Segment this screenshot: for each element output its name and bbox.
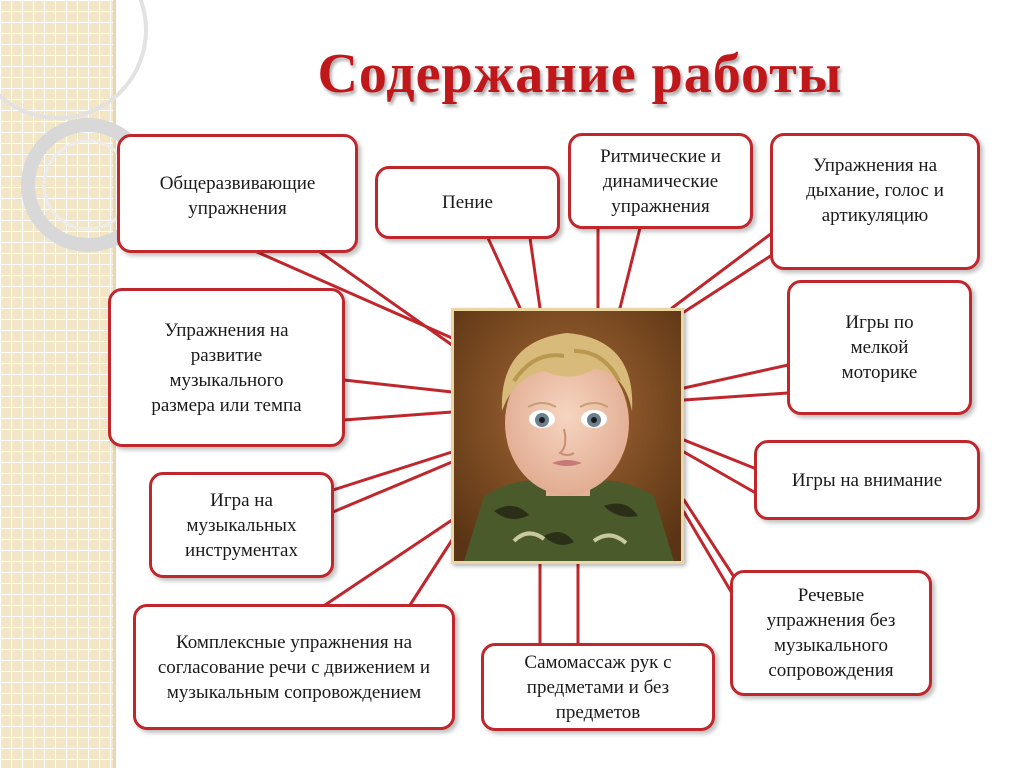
ray-b9-a <box>684 500 736 580</box>
page-title: Содержание работы <box>317 43 843 105</box>
box-attention-games-label: Игры на внимание <box>791 469 943 491</box>
ray-b4-a <box>672 233 772 308</box>
ray-b5-b <box>344 412 452 420</box>
box-fine-motor-games <box>787 280 972 415</box>
box-rhythmic-exercises <box>568 133 753 229</box>
ray-b10-a <box>325 520 452 605</box>
box-singing <box>375 166 560 239</box>
ray-b6-b <box>684 393 788 400</box>
ray-b4-b <box>684 255 772 312</box>
ray-b2-a <box>488 238 520 308</box>
box-general-exercises-label: Общеразвивающие упражнения <box>159 173 316 219</box>
box-instrument-playing-label: Игра на музыкальных инструментах <box>185 489 298 561</box>
box-rhythmic-exercises-label: Ритмические и динамические упражнения <box>600 145 721 217</box>
box-singing-label: Пение <box>442 192 493 213</box>
box-fine-motor-games-label: Игры по мелкой моторике <box>841 312 918 383</box>
ray-b3-b <box>620 228 640 308</box>
ray-b5-a <box>344 380 452 392</box>
box-speech-exercises <box>730 570 932 696</box>
ray-b10-b <box>410 540 452 605</box>
box-instrument-playing <box>149 472 334 578</box>
box-speech-exercises-label: Речевые упражнения без музыкального сопровождения <box>766 585 896 681</box>
ray-b7-a <box>684 440 754 468</box>
box-complex-exercises-label: Комплексные упражнения на согласование речи с движением и музыкальным сопровождением <box>157 631 431 703</box>
box-breathing-exercises-label: Упражнения на дыхание, голос и артикуляцию <box>806 155 944 226</box>
box-music-tempo-exercises-label: Упражнения на развитие музыкального размера или темпа <box>151 319 302 416</box>
ray-b2-b <box>530 238 540 308</box>
box-complex-exercises <box>133 604 455 730</box>
ray-b7-b <box>684 452 754 492</box>
box-music-tempo-exercises <box>108 288 345 447</box>
child-photo <box>451 308 684 564</box>
box-breathing-exercises <box>770 133 980 270</box>
ray-b6-a <box>684 365 788 388</box>
box-general-exercises <box>117 134 358 253</box>
ray-b9-b <box>684 512 736 600</box>
box-self-massage-label: Самомассаж рук с предметами и без предметов <box>524 651 672 723</box>
child-portrait-icon <box>454 311 681 561</box>
box-self-massage <box>481 643 715 731</box>
box-attention-games <box>754 440 980 520</box>
